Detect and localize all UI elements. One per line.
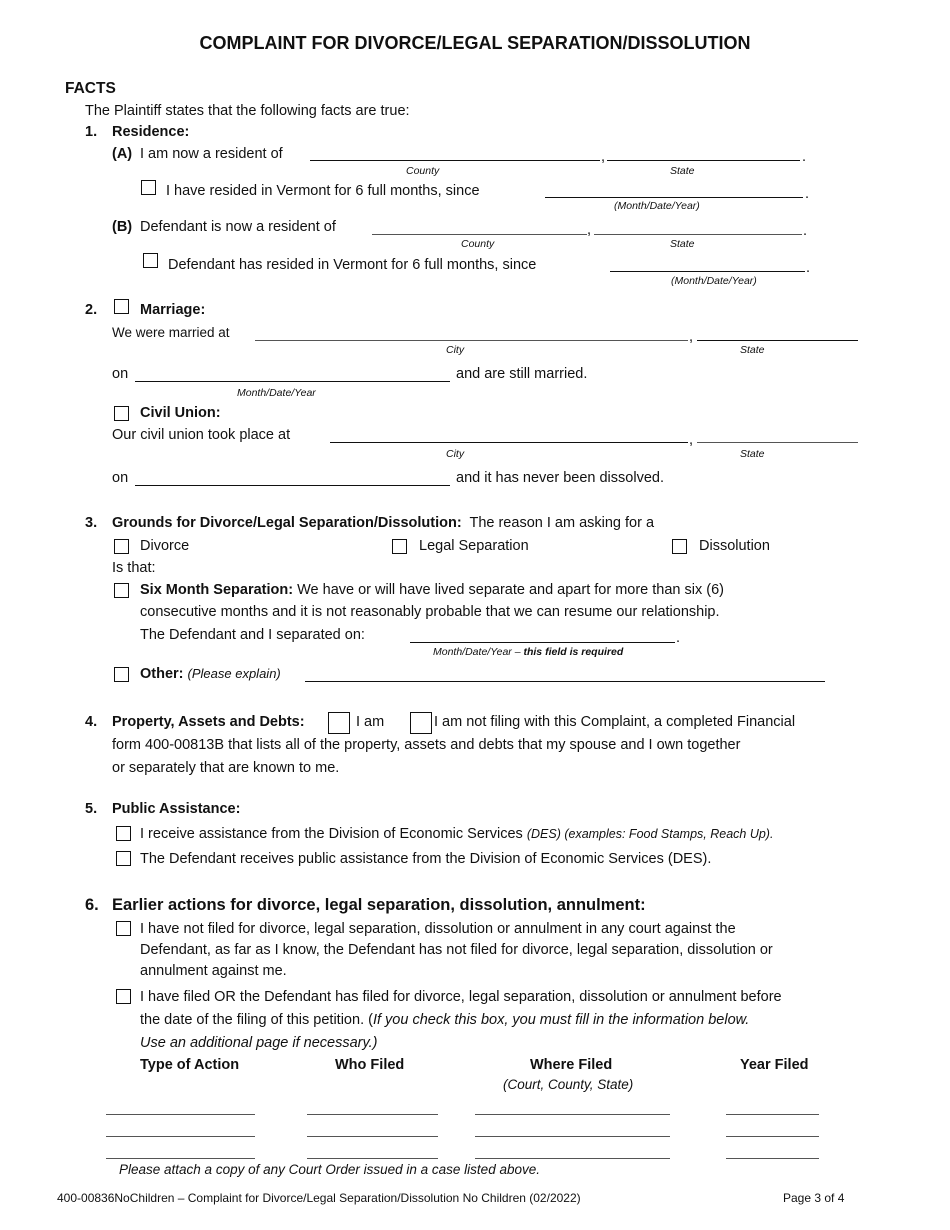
city-label: City <box>446 344 465 356</box>
page-number: Page 3 of 4 <box>783 1191 845 1205</box>
separation-date-field[interactable] <box>410 642 675 643</box>
marriage-city-field[interactable] <box>255 340 688 341</box>
separation-date-label: Month/Date/Year – <box>433 646 521 658</box>
year-filed-field[interactable] <box>726 1114 819 1115</box>
six-month-text-3: The Defendant and I separated on: <box>140 627 365 643</box>
i-am-text: I am <box>356 714 385 730</box>
marriage-date-field[interactable] <box>135 381 450 382</box>
defendant-county-field[interactable] <box>372 234 587 235</box>
defendant-assistance-checkbox[interactable] <box>116 851 131 866</box>
not-filed-text-2: Defendant, as far as I know, the Defendant has not filed for divorce, legal separation, dissolution or <box>140 942 773 958</box>
defendant-state-field[interactable] <box>594 234 802 235</box>
civil-union-label: Civil Union: <box>140 405 221 421</box>
year-filed-field[interactable] <box>726 1136 819 1137</box>
is-that-text: Is that: <box>112 560 156 576</box>
state-label: State <box>670 238 695 250</box>
type-of-action-field[interactable] <box>106 1114 255 1115</box>
facts-intro: The Plaintiff states that the following facts are true: <box>85 103 410 119</box>
plaintiff-6-months-checkbox[interactable] <box>141 180 156 195</box>
plaintiff-since-date-field[interactable] <box>545 197 803 198</box>
s3-title: Grounds for Divorce/Legal Separation/Dissolution: <box>112 515 462 531</box>
six-month-label: Six Month Separation: <box>140 582 294 598</box>
marriage-state-field[interactable] <box>697 340 858 341</box>
i-am-not-text: I am not filing with this Complaint, a completed Financial <box>434 714 796 730</box>
year-filed-field[interactable] <box>726 1158 819 1159</box>
civil-union-checkbox[interactable] <box>114 406 129 421</box>
dissolution-label: Dissolution <box>699 538 770 554</box>
s4-line2: form 400-00813B that lists all of the property, assets and debts that my spouse and I own together <box>112 737 741 753</box>
s4-title: Property, Assets and Debts: <box>112 714 305 730</box>
marriage-checkbox[interactable] <box>114 299 129 314</box>
s1-num: 1. <box>85 124 98 140</box>
marriage-label: Marriage: <box>140 302 206 318</box>
other-label: Other: <box>140 666 184 682</box>
not-filed-text-3: annulment against me. <box>140 963 287 979</box>
s1-b-text: Defendant is now a resident of <box>140 219 336 235</box>
col-year-filed: Year Filed <box>740 1057 809 1073</box>
s1-title: Residence: <box>112 124 190 140</box>
s6-title: Earlier actions for divorce, legal separation, dissolution, annulment: <box>112 896 646 914</box>
s6-num: 6. <box>85 896 99 914</box>
i-am-not-filing-checkbox[interactable] <box>410 712 432 734</box>
footer-form-id: 400-00836NoChildren – Complaint for Divorce/Legal Separation/Dissolution No Children (02/2022) <box>57 1191 581 1205</box>
facts-heading: FACTS <box>65 80 116 97</box>
defendant-6-months-checkbox[interactable] <box>143 253 158 268</box>
i-am-filing-checkbox[interactable] <box>328 712 350 734</box>
assistance-text: I receive assistance from the Division of Economic Services <box>140 826 523 842</box>
who-filed-field[interactable] <box>307 1158 438 1159</box>
other-checkbox[interactable] <box>114 667 129 682</box>
legal-separation-label: Legal Separation <box>419 538 529 554</box>
where-filed-field[interactable] <box>475 1136 670 1137</box>
mdy-label: (Month/Date/Year) <box>614 200 700 212</box>
filed-text-2: the date of the filing of this petition. ( <box>140 1012 373 1028</box>
col-type-of-action: Type of Action <box>140 1057 240 1073</box>
s2-num: 2. <box>85 302 98 318</box>
six-month-text-2: consecutive months and it is not reasonably probable that we can resume our relationship. <box>140 604 720 620</box>
mdy-label: (Month/Date/Year) <box>671 275 757 287</box>
plaintiff-state-field[interactable] <box>607 160 800 161</box>
required-note: this field is required <box>523 646 624 658</box>
not-filed-checkbox[interactable] <box>116 921 131 936</box>
attach-note: Please attach a copy of any Court Order issued in a case listed above. <box>119 1162 540 1177</box>
civil-city-field[interactable] <box>330 442 688 443</box>
s3-reason: The reason I am asking for a <box>469 515 655 531</box>
dissolution-checkbox[interactable] <box>672 539 687 554</box>
civil-date-field[interactable] <box>135 485 450 486</box>
married-at-text: We were married at <box>112 325 230 340</box>
assistance-examples: (DES) (examples: Food Stamps, Reach Up). <box>526 827 774 841</box>
civil-state-field[interactable] <box>697 442 858 443</box>
on-text: on <box>112 366 129 382</box>
divorce-checkbox[interactable] <box>114 539 129 554</box>
mdy-label: Month/Date/Year <box>237 387 316 399</box>
s5-num: 5. <box>85 801 98 817</box>
six-month-checkbox[interactable] <box>114 583 129 598</box>
s1-a-text: I am now a resident of <box>140 146 283 162</box>
s1-b-check-text: Defendant has resided in Vermont for 6 full months, since <box>168 257 537 273</box>
civil-at-text: Our civil union took place at <box>112 427 291 443</box>
filed-text-1: I have filed OR the Defendant has filed for divorce, legal separation, dissolution or annulment before <box>140 989 782 1005</box>
not-filed-text-1: I have not filed for divorce, legal separation, dissolution or annulment in any court against the <box>140 921 736 937</box>
where-filed-field[interactable] <box>475 1114 670 1115</box>
who-filed-field[interactable] <box>307 1136 438 1137</box>
type-of-action-field[interactable] <box>106 1158 255 1159</box>
never-dissolved-text: and it has never been dissolved. <box>456 470 664 486</box>
who-filed-field[interactable] <box>307 1114 438 1115</box>
where-filed-field[interactable] <box>475 1158 670 1159</box>
state-label: State <box>740 448 765 460</box>
s1-b-label: (B) <box>112 219 133 235</box>
city-label: City <box>446 448 465 460</box>
s1-a-label: (A) <box>112 146 133 162</box>
divorce-label: Divorce <box>140 538 190 554</box>
county-label: County <box>406 165 440 177</box>
s4-line3: or separately that are known to me. <box>112 760 340 776</box>
s1-a-check-text: I have resided in Vermont for 6 full months, since <box>166 183 480 199</box>
still-married-text: and are still married. <box>456 366 588 382</box>
six-month-text: We have or will have lived separate and apart for more than six (6) <box>297 582 724 598</box>
filed-checkbox[interactable] <box>116 989 131 1004</box>
s4-num: 4. <box>85 714 98 730</box>
plaintiff-county-field[interactable] <box>310 160 600 161</box>
type-of-action-field[interactable] <box>106 1136 255 1137</box>
on-text: on <box>112 470 129 486</box>
filed-instruction: If you check this box, you must fill in the information below. <box>372 1012 750 1028</box>
state-label: State <box>740 344 765 356</box>
county-label: County <box>461 238 495 250</box>
legal-separation-checkbox[interactable] <box>392 539 407 554</box>
plaintiff-assistance-checkbox[interactable] <box>116 826 131 841</box>
col-who-filed: Who Filed <box>335 1057 405 1073</box>
col-where-filed: Where Filed <box>530 1057 613 1073</box>
defendant-assistance-text: The Defendant receives public assistance from the Division of Economic Services (DES). <box>140 851 712 867</box>
filed-text-3: Use an additional page if necessary.) <box>140 1035 378 1051</box>
defendant-since-date-field[interactable] <box>610 271 805 272</box>
please-explain: (Please explain) <box>187 666 281 681</box>
s5-title: Public Assistance: <box>112 801 241 817</box>
s3-num: 3. <box>85 515 98 531</box>
other-explain-field[interactable] <box>305 681 825 682</box>
where-filed-sub: (Court, County, State) <box>503 1077 634 1092</box>
page-title: COMPLAINT FOR DIVORCE/LEGAL SEPARATION/DISSOLUTION <box>199 33 751 53</box>
state-label: State <box>670 165 695 177</box>
